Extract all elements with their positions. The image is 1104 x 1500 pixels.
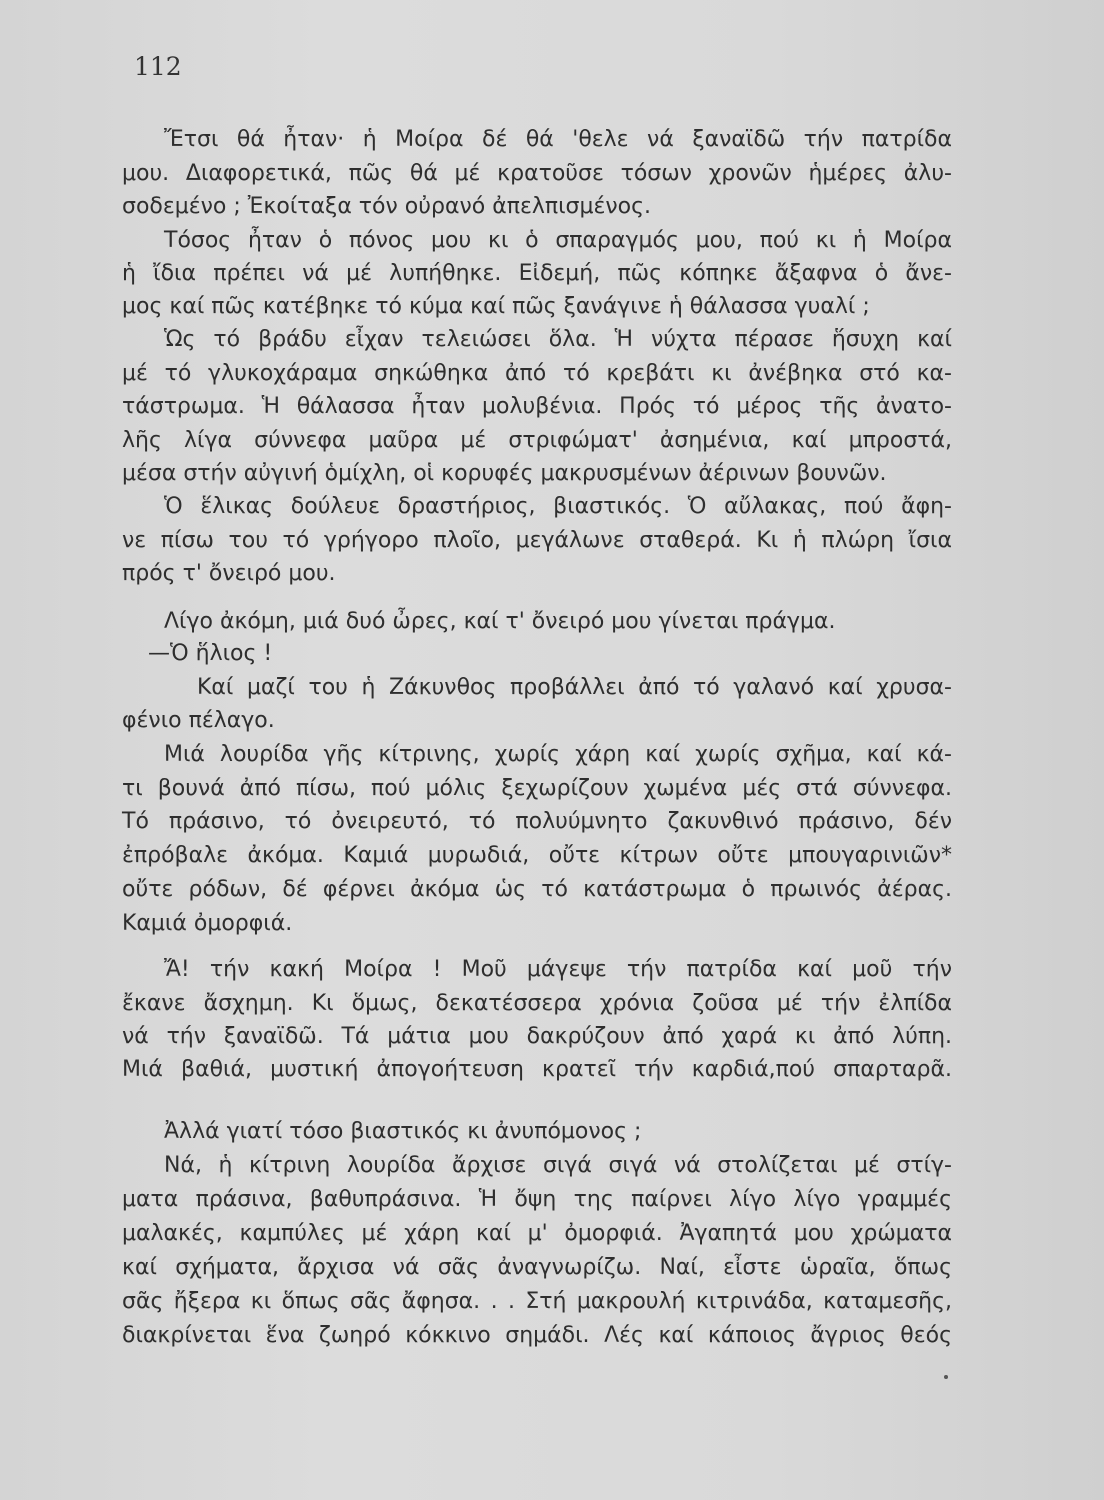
text-line: νά τήν ξαναϊδῶ. Τά μάτια μου δακρύζουν ἀπό χαρά κι ἀπό λύπη.: [122, 1024, 952, 1049]
text-line: Ὡς τό βράδυ εἶχαν τελειώσει ὅλα. Ἡ νύχτα πέρασε ἥσυχη καί: [164, 327, 952, 352]
page-number: 112: [134, 52, 182, 81]
text-line: καί σχήματα, ἄρχισα νά σᾶς ἀναγνωρίζω. Ναί, εἶστε ὡραῖα, ὅπως: [122, 1255, 952, 1280]
text-line: μαλακές, καμπύλες μέ χάρη καί μ' ὀμορφιά. Ἀγαπητά μου χρώματα: [122, 1221, 952, 1246]
text-line: διακρίνεται ἕνα ζωηρό κόκκινο σημάδι. Λές καί κάποιος ἄγριος θεός: [122, 1323, 952, 1348]
text-line: Νά, ἡ κίτρινη λουρίδα ἄρχισε σιγά σιγά νά στολίζεται μέ στίγ-: [164, 1153, 952, 1178]
text-line: μου. Διαφορετικά, πῶς θά μέ κρατοῦσε τόσων χρονῶν ἡμέρες ἀλυ-: [122, 161, 952, 186]
text-line: νε πίσω του τό γρήγορο πλοῖο, μεγάλωνε σταθερά. Κι ἡ πλώρη ἴσια: [122, 528, 952, 553]
text-line: τι βουνά ἀπό πίσω, πού μόλις ξεχωρίζουν χωμένα μές στά σύννεφα.: [122, 776, 952, 801]
text-line: Μιά λουρίδα γῆς κίτρινης, χωρίς χάρη καί χωρίς σχῆμα, καί κά-: [164, 742, 952, 767]
text-line: φένιο πέλαγο.: [122, 708, 275, 733]
text-line: πρός τ' ὄνειρό μου.: [122, 561, 336, 586]
text-line: Λίγο ἀκόμη, μιά δυό ὦρες, καί τ' ὄνειρό μου γίνεται πράγμα.: [164, 609, 836, 634]
text-line: —Ὁ ἥλιος !: [148, 641, 273, 666]
text-line: Καμιά ὀμορφιά.: [122, 911, 293, 936]
text-line: Μιά βαθιά, μυστική ἀπογοήτευση κρατεῖ τήν καρδιά,πού σπαρταρᾶ.: [122, 1057, 952, 1082]
text-line: μέ τό γλυκοχάραμα σηκώθηκα ἀπό τό κρεβάτι κι ἀνέβηκα στό κα-: [122, 361, 952, 386]
text-line: σᾶς ἤξερα κι ὅπως σᾶς ἄφησα. . . Στή μακρουλή κιτρινάδα, καταμεσῆς,: [122, 1289, 952, 1314]
text-line: Τόσος ἦταν ὁ πόνος μου κι ὁ σπαραγμός μου, πού κι ἡ Μοίρα: [164, 228, 952, 253]
text-line: Ἄ! τήν κακή Μοίρα ! Μοῦ μάγεψε τήν πατρίδα καί μοῦ τήν: [164, 957, 952, 982]
text-line: Καί μαζί του ἡ Ζάκυνθος προβάλλει ἀπό τό γαλανό καί χρυσα-: [197, 675, 952, 700]
text-line: μος καί πῶς κατέβηκε τό κύμα καί πῶς ξανάγινε ἡ θάλασσα γυαλί ;: [122, 294, 870, 319]
text-line: Ἔτσι θά ἦταν· ἡ Μοίρα δέ θά 'θελε νά ξαναϊδῶ τήν πατρίδα: [164, 127, 952, 152]
text-line: Τό πράσινο, τό ὀνειρευτό, τό πολυύμνητο ζακυνθινό πράσινο, δέν: [122, 809, 952, 834]
text-line: λῆς λίγα σύννεφα μαῦρα μέ στριφώματ' ἀσημένια, καί μπροστά,: [122, 428, 952, 453]
text-line: ματα πράσινα, βαθυπράσινα. Ἡ ὄψη της παίρνει λίγο λίγο γραμμές: [122, 1187, 952, 1212]
text-line: ἡ ἴδια πρέπει νά μέ λυπήθηκε. Εἰδεμή, πῶς κόπηκε ἄξαφνα ὁ ἄνε-: [122, 261, 952, 286]
text-line: Ἀλλά γιατί τόσο βιαστικός κι ἀνυπόμονος ;: [164, 1119, 642, 1144]
scan-speck: [944, 1375, 948, 1379]
text-line: τάστρωμα. Ἡ θάλασσα ἦταν μολυβένια. Πρός τό μέρος τῆς ἀνατο-: [122, 394, 952, 419]
text-line: ἐπρόβαλε ἀκόμα. Καμιά μυρωδιά, οὔτε κίτρων οὔτε μπουγαρινιῶν*: [122, 843, 952, 868]
text-line: σοδεμένο ; Ἐκοίταξα τόν οὐρανό ἀπελπισμένος.: [122, 194, 652, 219]
text-line: μέσα στήν αὐγινή ὁμίχλη, οἱ κορυφές μακρυσμένων ἀέρινων βουνῶν.: [122, 461, 887, 486]
text-line: οὔτε ρόδων, δέ φέρνει ἀκόμα ὡς τό κατάστρωμα ὁ πρωινός ἀέρας.: [122, 877, 952, 902]
text-line: ἔκανε ἄσχημη. Κι ὅμως, δεκατέσσερα χρόνια ζοῦσα μέ τήν ἐλπίδα: [122, 991, 952, 1016]
text-line: Ὁ ἕλικας δούλευε δραστήριος, βιαστικός. Ὁ αὔλακας, πού ἄφη-: [164, 494, 952, 519]
